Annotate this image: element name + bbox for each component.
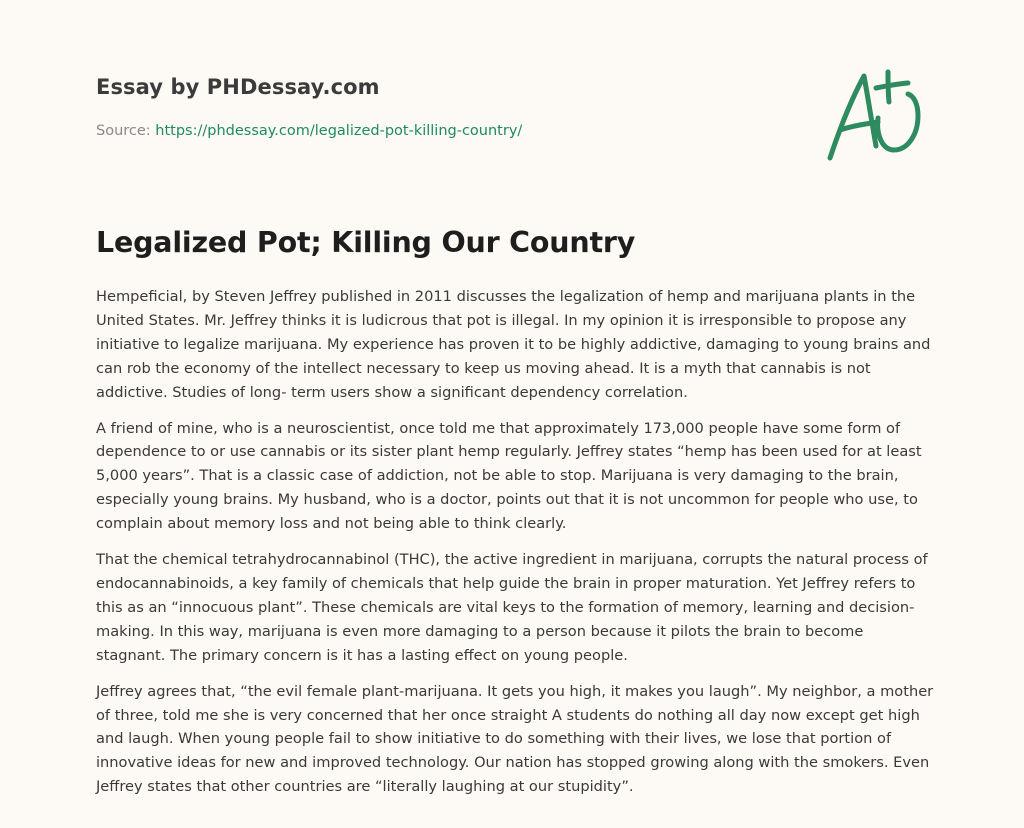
source-line [96, 123, 522, 139]
essay-paragraph: That the chemical tetrahydrocannabinol (THC), the active ingredient in marijuana, corrupts the natural process of endocannabinoids, a key family of chemicals that help guide the brain in proper maturation. Yet Jeffrey refers to this as an “innocuous plant”. These chemicals are vital keys to the formation of memory, learning and decision-making. In this way, marijuana is even more damaging to a person because it pilots the brain to become stagnant. The primary concern is it has a lasting effect on young people. [96, 551, 928, 664]
essay-body [96, 285, 934, 811]
source-label: Source: [96, 123, 156, 139]
essay-paragraph: Hempeficial, by Steven Jeffrey published in 2011 discusses the legalization of hemp and marijuana plants in the United States. Mr. Jeffrey thinks it is ludicrous that pot is illegal. In my opinion it is irresponsible to propose any initiative to legalize marijuana. My experience has proven it to be highly addictive, damaging to young brains and can rob the economy of the intellect necessary to keep us moving ahead. It is a myth that cannabis is not addictive. Studies of long- term users show a significant dependency correlation. [96, 288, 931, 401]
essay-paragraph: A friend of mine, who is a neuroscientist, once told me that approximately 173,000 people have some form of dependence to or use cannabis or its sister plant hemp regularly. Jeffrey states “hemp has been used for at least 5,000 years”. That is a classic case of addiction, not be able to stop. Marijuana is very damaging to the brain, especially young brains. My husband, who is a doctor, points out that it is not uncommon for people who use, to complain about memory loss and not being able to think clearly. [96, 419, 922, 533]
essay-title: Legalized Pot; Killing Our Country [96, 226, 636, 259]
essay-paragraph: Jeffrey agrees that, “the evil female plant-marijuana. It gets you high, it makes you laugh”. My neighbor, a mother of three, told me she is very concerned that her once straight A students do nothing all day now except get high and laugh. When young people fail to show initiative to do something with their lives, we lose that portion of innovative ideas for new and improved technology. Our nation has stopped growing along with the smokers. Even Jeffrey states that other countries are “literally laughing at our stupidity”. [96, 682, 934, 796]
source-link[interactable]: https://phdessay.com/legalized-pot-killing-country/ [155, 123, 523, 139]
site-title: Essay by PHDessay.com [96, 75, 380, 99]
a-plus-logo-icon [822, 68, 926, 164]
